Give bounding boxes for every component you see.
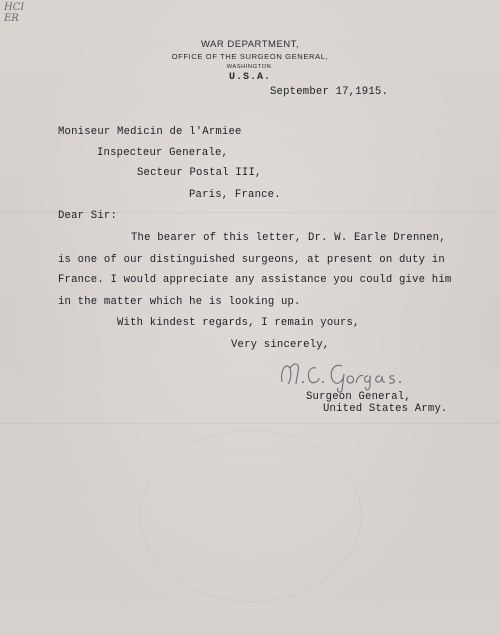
regards-line: With kindest regards, I remain yours,	[117, 317, 360, 329]
letterhead-office: OFFICE OF THE SURGEON GENERAL,	[171, 52, 329, 61]
address-line: Secteur Postal III,	[137, 167, 262, 179]
fold-line	[0, 423, 500, 424]
letter-date: September 17,1915.	[270, 86, 389, 98]
closing-line: Very sincerely,	[231, 339, 330, 351]
address-line: Inspecteur Generale,	[97, 147, 229, 159]
letterhead-city: WASHINGTON.	[226, 64, 274, 70]
body-line: France. I would appreciate any assistance you could give him	[58, 274, 452, 286]
address-line: Paris, France.	[189, 189, 281, 201]
body-line: The bearer of this letter, Dr. W. Earle Drennen,	[131, 232, 446, 244]
signer-title: United States Army.	[323, 403, 448, 415]
margin-note: HCI ER	[4, 2, 25, 24]
signer-title: Surgeon General,	[306, 391, 411, 403]
body-line: is one of our distinguished surgeons, at present on duty in	[58, 254, 445, 266]
letterhead-department: WAR DEPARTMENT,	[200, 39, 300, 50]
embossed-seal	[140, 430, 362, 602]
salutation: Dear Sir:	[58, 210, 118, 222]
body-line: in the matter which he is looking up.	[58, 296, 301, 308]
letterhead-country: U.S.A.	[228, 72, 271, 83]
handwritten-signature	[272, 354, 412, 394]
address-line: Moniseur Medicin de l'Armiee	[58, 126, 242, 138]
